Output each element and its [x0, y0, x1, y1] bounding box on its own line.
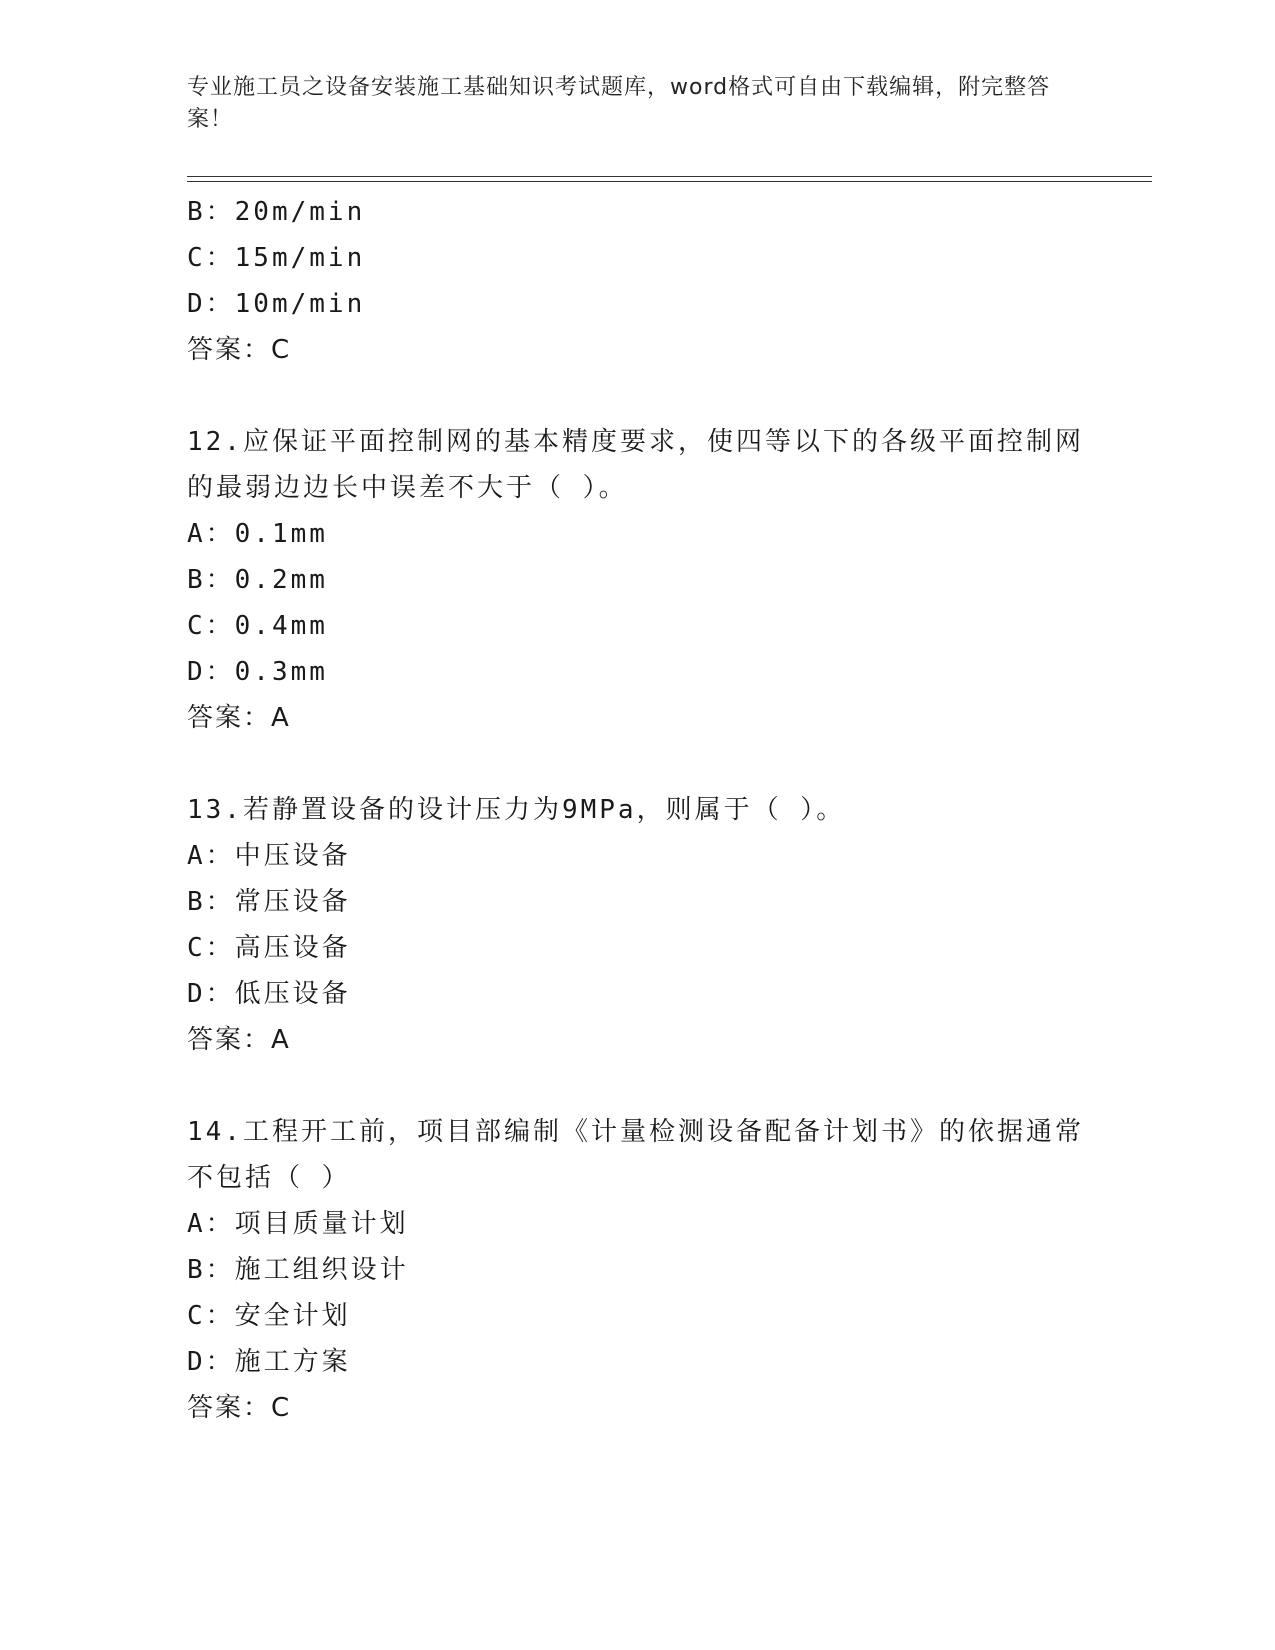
header-rule-top — [187, 176, 1152, 177]
option-d: D：10m/min — [187, 289, 366, 319]
question-11-continued — [187, 189, 1087, 373]
question-stem: 12.应保证平面控制网的基本精度要求，使四等以下的各级平面控制网的最弱边边长中误差不大于（ ）。 — [187, 427, 1084, 503]
option-b: B：施工组织设计 — [187, 1255, 409, 1285]
option-a: A：0.1mm — [187, 519, 328, 549]
question-stem: 14.工程开工前，项目部编制《计量检测设备配备计划书》的依据通常不包括（ ） — [187, 1117, 1084, 1193]
option-d: D：低压设备 — [187, 979, 351, 1009]
document-body — [187, 189, 1087, 1431]
question-stem: 13.若静置设备的设计压力为9MPa，则属于（ ）。 — [187, 795, 846, 825]
option-b: B：0.2mm — [187, 565, 328, 595]
option-c: C：15m/min — [187, 243, 366, 273]
option-b: B：20m/min — [187, 197, 366, 227]
option-c: C：安全计划 — [187, 1301, 351, 1331]
option-a: A：项目质量计划 — [187, 1209, 409, 1239]
document-header: 专业施工员之设备安装施工基础知识考试题库，word格式可自由下载编辑，附完整答案！ — [187, 75, 1051, 132]
header-rule-bottom — [187, 181, 1152, 182]
option-b: B：常压设备 — [187, 887, 351, 917]
answer-line: 答案：A — [187, 1025, 291, 1055]
question-12 — [187, 419, 1087, 741]
option-a: A：中压设备 — [187, 841, 351, 871]
question-13 — [187, 787, 1087, 1063]
option-d: D：0.3mm — [187, 657, 328, 687]
option-c: C：0.4mm — [187, 611, 328, 641]
question-14 — [187, 1109, 1087, 1431]
option-c: C：高压设备 — [187, 933, 351, 963]
answer-line: 答案：C — [187, 1393, 292, 1423]
answer-line: 答案：A — [187, 703, 291, 733]
answer-line: 答案：C — [187, 335, 292, 365]
option-d: D：施工方案 — [187, 1347, 351, 1377]
